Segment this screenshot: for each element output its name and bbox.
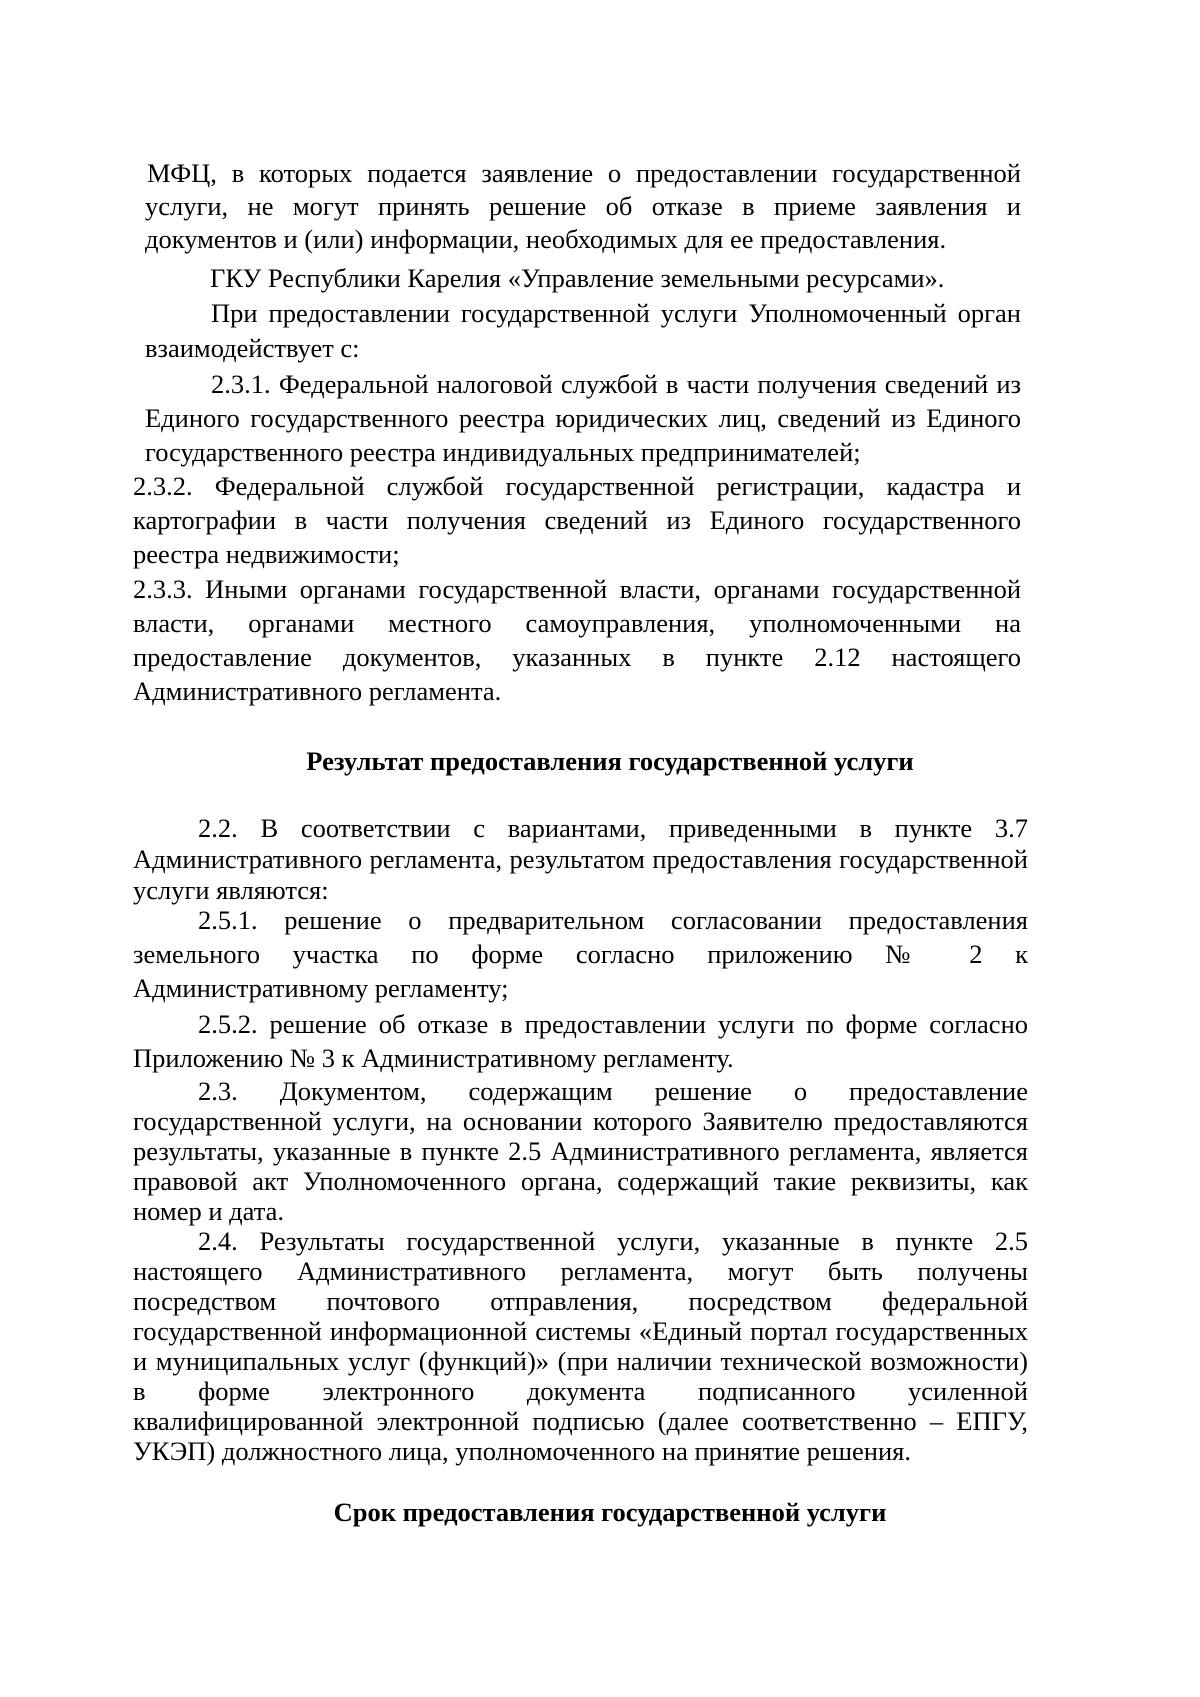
paragraph-mfc: МФЦ, в которых подается заявление о предоставлении государственной услуги, не могут принять решение об отказе в приеме заявления и документов и (или) информации, необходимых для ее предоставления. [145,158,1021,254]
paragraph-gku: ГКУ Республики Карелия «Управление земельными ресурсами». [210,263,945,293]
heading-term: Срок предоставления государственной услуги [333,1497,887,1527]
paragraph-interaction: При предоставлении государственной услуги Уполномоченный орган взаимодействует с: [145,298,1021,363]
paragraph-2-5-1: 2.5.1. решение о предварительном согласовании предоставления земельного участка по форме согласно приложению № 2 к Административному регламенту; [133,905,1028,1003]
paragraph-2-5-2: 2.5.2. решение об отказе в предоставлении услуги по форме согласно Приложению № 3 к Административному регламенту. [133,1009,1028,1073]
paragraph-2-3: 2.3. Документом, содержащим решение о предоставление государственной услуги, на основании которого Заявителю предоставляются результаты, указанные в пункте 2.5 Административного регламента, является правовой акт Уполномоченного органа, содержащий такие реквизиты, как номер и дата. [133,1076,1028,1226]
paragraph-2-3-2: 2.3.2. Федеральной службой государственной регистрации, кадастра и картографии в части получения сведений из Единого государственного реестра недвижимости; [133,471,1021,569]
paragraph-2-2: 2.2. В соответствии с вариантами, приведенными в пункте 3.7 Административного регламента, результатом предоставления государственной услуги являются: [133,813,1028,905]
paragraph-2-3-1: 2.3.1. Федеральной налоговой службой в части получения сведений из Единого государственного реестра юридических лиц, сведений из Единого государственного реестра индивидуальных предпринимателей; [145,369,1021,467]
paragraph-2-4: 2.4. Результаты государственной услуги, указанные в пункте 2.5 настоящего Административного регламента, могут быть получены посредством почтового отправления, посредством федеральной государственной информационной системы «Единый портал государственных и муниципальных услуг (функций)» (при наличии технической возможности) в форме электронного документа подписанного усиленной квалифицированной электронной подписью (далее соответственно – ЕПГУ, УКЭП) должностного лица, уполномоченного на принятие решения. [133,1226,1028,1466]
heading-result: Результат предоставления государственной услуги [306,746,914,776]
paragraph-2-3-3: 2.3.3. Иными органами государственной власти, органами государственной власти, органами местного самоуправления, уполномоченными на предоставление документов, указанных в пункте 2.12 настоящего Административного регламента. [133,574,1021,706]
